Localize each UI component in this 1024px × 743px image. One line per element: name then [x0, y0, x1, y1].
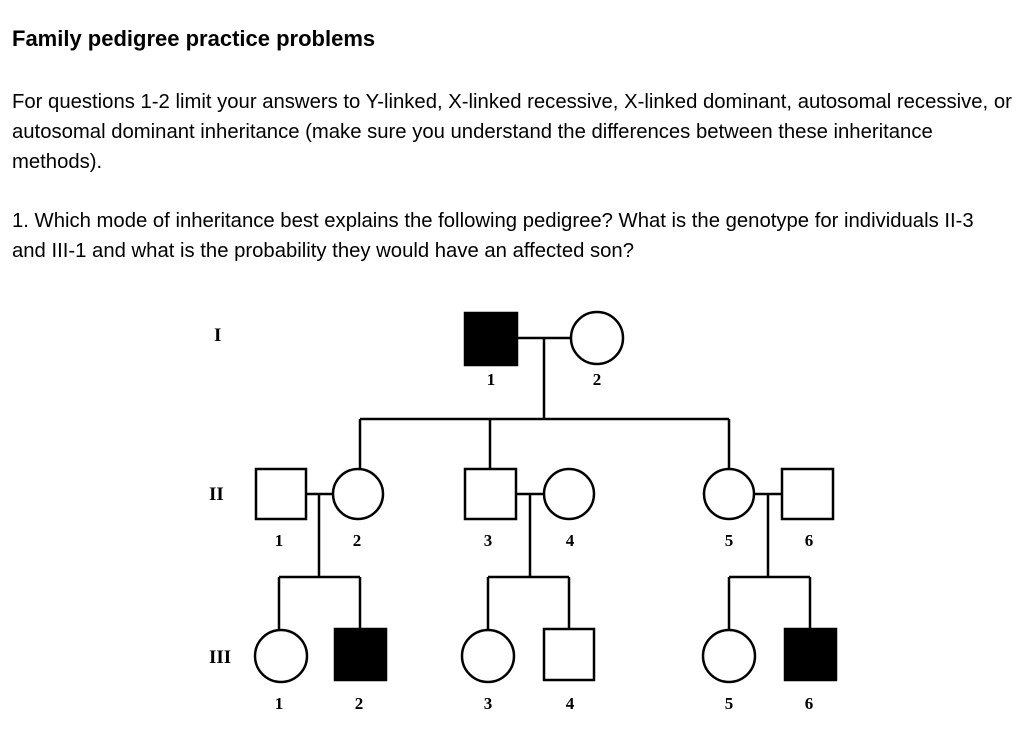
number-label-iii-3: 3 — [483, 694, 493, 713]
question-1: 1. Which mode of inheritance best explains the following pedigree? What is the genotype for individuals II-3 and III-1 and what is the probability they would have an affected son? — [12, 210, 974, 262]
individual-i-2 — [571, 312, 623, 364]
number-label-i-1: 1 — [486, 370, 496, 389]
individual-iii-1 — [255, 630, 307, 682]
number-label-iii-6: 6 — [804, 694, 814, 713]
individual-ii-5 — [704, 469, 754, 519]
number-label-ii-3: 3 — [483, 531, 493, 550]
individual-ii-3 — [465, 469, 516, 519]
generation-label-iii: III — [209, 647, 232, 668]
number-label-i-2: 2 — [592, 370, 602, 389]
generation-label-ii: II — [209, 484, 224, 505]
individual-iii-3 — [462, 630, 514, 682]
individual-i-1 — [465, 313, 517, 365]
number-label-iii-1: 1 — [274, 694, 284, 713]
individual-ii-6 — [782, 469, 833, 519]
number-label-ii-4: 4 — [565, 531, 575, 550]
individual-iii-4 — [544, 629, 594, 680]
number-label-ii-2: 2 — [352, 531, 362, 550]
individual-iii-5 — [703, 630, 755, 682]
document-title: Family pedigree practice problems — [12, 26, 376, 51]
number-label-ii-1: 1 — [274, 531, 284, 550]
number-label-iii-4: 4 — [565, 694, 575, 713]
individual-ii-1 — [256, 469, 306, 519]
individual-ii-2 — [333, 469, 383, 519]
individual-iii-6 — [785, 629, 836, 680]
individual-ii-4 — [544, 469, 594, 519]
number-label-iii-5: 5 — [724, 694, 734, 713]
generation-label-i: I — [214, 325, 222, 346]
individual-iii-2 — [335, 629, 386, 680]
number-label-ii-6: 6 — [804, 531, 814, 550]
number-label-ii-5: 5 — [724, 531, 734, 550]
intro-paragraph: For questions 1-2 limit your answers to Y-linked, X-linked recessive, X-linked dominant, autosomal recessive, or autosomal dominant inheritance (make sure you understand the differences between these inheritance methods). — [12, 91, 1012, 173]
number-label-iii-2: 2 — [354, 694, 364, 713]
